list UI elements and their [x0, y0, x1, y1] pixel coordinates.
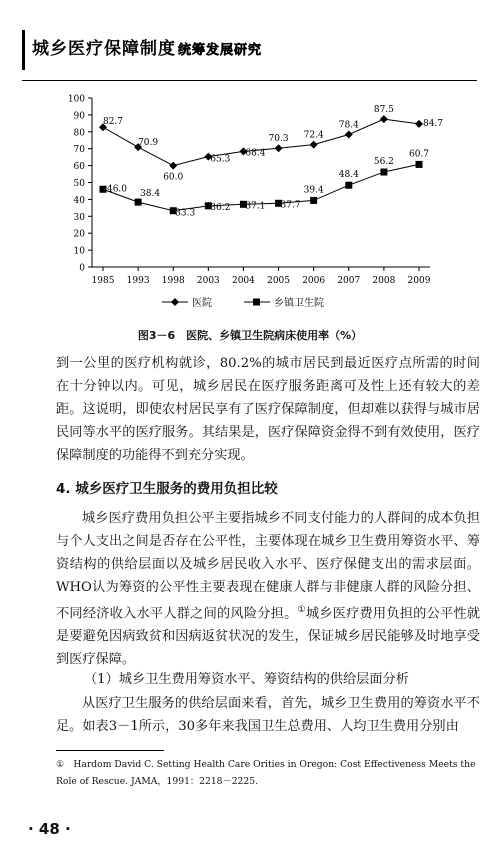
data-label: 68.4	[245, 148, 266, 159]
y-tick-label: 60	[73, 162, 85, 173]
data-label: 65.3	[210, 154, 231, 165]
subsection-title: （1）城乡卫生费用筹资水平、筹资结构的供给层面分析	[84, 672, 409, 687]
paragraph-2	[56, 507, 480, 671]
data-point-township	[135, 199, 142, 206]
data-point-township	[345, 182, 352, 189]
data-point-township	[416, 161, 423, 168]
data-label: 46.0	[106, 184, 128, 195]
footnote-reference[interactable]: ①	[297, 605, 306, 615]
x-tick-label: 2008	[372, 276, 396, 286]
data-point-township	[380, 169, 387, 176]
y-tick-label: 40	[73, 195, 85, 206]
paragraph-1: 到一公里的医疗机构就诊，80.2%的城市居民到最近医疗点所需的时间在十分钟以内。可见，城乡居民在医疗服务距离可及性上还有较大的差距。这说明，即使农村居民享有了医疗保障制度，但却难以获得与城市居民同等水平的医疗服务。其结果是，医疗保障资金得不到有效使用，医疗保障制度的功能得不到充分实现。	[56, 356, 480, 463]
data-label: 39.4	[303, 185, 324, 196]
x-tick-label: 2005	[267, 276, 291, 286]
y-tick-label: 80	[73, 128, 85, 139]
x-tick-label: 1985	[91, 276, 115, 286]
data-point-hospital	[380, 115, 388, 123]
page-number: · 48 ·	[28, 820, 71, 838]
data-point-hospital	[415, 120, 423, 128]
data-label: 36.2	[210, 202, 231, 213]
legend-label: 医院	[192, 298, 212, 309]
data-point-hospital	[169, 162, 177, 170]
data-label: 78.4	[338, 120, 359, 131]
legend-label: 乡镇卫生院	[274, 298, 324, 309]
paragraph-2-part-b: 城乡医疗费用负担的公平性就是要避免因病致贫和因病返贫状况的发生，保证城乡居民能够及时地享受到医疗保障。	[56, 606, 481, 668]
y-tick-label: 50	[73, 179, 85, 189]
data-label: 87.5	[373, 105, 394, 116]
paragraph-2-part-a: 城乡医疗费用负担公平主要指城乡不同支付能力的人群间的成本负担与个人支出之间是否存在公平性，主要体现在城乡卫生费用筹资水平、筹资结构的供给层面以及城乡居民收入水平、医疗保健支出的需求层面。WHO认为筹资的公平性主要表现在健康人群与非健康人群的风险分担、不同经济收入水平人群之间的风险分担。	[56, 511, 480, 622]
section-title: 4. 城乡医疗卫生服务的费用负担比较	[56, 481, 278, 497]
data-label: 70.3	[268, 134, 289, 145]
y-tick-label: 30	[73, 212, 85, 223]
y-tick-label: 20	[73, 229, 85, 240]
line-chart	[0, 82, 500, 322]
data-point-township	[100, 186, 107, 193]
data-label: 72.4	[303, 130, 324, 141]
data-label: 38.4	[140, 189, 161, 200]
y-tick-label: 100	[67, 94, 85, 105]
header-rule	[22, 80, 477, 81]
data-label: 60.7	[408, 149, 430, 160]
x-tick-label: 2009	[407, 276, 431, 286]
header-title-emphasis: 统筹发展研究	[178, 43, 263, 58]
footnote: ① Hardom David C. Setting Health Care Orities in Oregon: Cost Effectiveness Meets the Role of Rescue. JAMA，1991：2218－2225.	[56, 759, 476, 787]
data-label: 33.3	[175, 208, 196, 219]
data-label: 82.7	[102, 117, 124, 128]
chart-svg	[0, 82, 500, 322]
y-tick-label: 90	[73, 111, 85, 122]
data-label: 56.2	[373, 157, 394, 168]
data-label: 37.7	[280, 200, 301, 211]
data-label: 48.4	[338, 170, 359, 181]
paragraph-3: 从医疗卫生服务的供给层面来看，首先，城乡卫生费用的筹资水平不足。如表3－1所示，30多年来我国卫生总费用、人均卫生费用分别由	[56, 696, 480, 734]
header-title-main: 城乡医疗保障制度	[32, 39, 176, 59]
x-tick-label: 2004	[231, 276, 255, 286]
data-point-township	[310, 197, 317, 204]
x-tick-label: 2006	[302, 276, 326, 286]
y-tick-label: 0	[79, 263, 85, 274]
legend-square-marker	[253, 299, 260, 306]
x-tick-label: 2003	[196, 276, 220, 286]
x-tick-label: 1993	[126, 276, 150, 286]
data-label: 70.9	[138, 138, 159, 149]
data-point-hospital	[275, 144, 283, 152]
data-label: 84.7	[422, 118, 444, 129]
x-tick-label: 2007	[337, 276, 361, 286]
footnote-rule	[56, 750, 164, 751]
y-tick-label: 10	[73, 246, 85, 257]
data-label: 60.0	[163, 172, 184, 183]
data-point-hospital	[310, 141, 318, 149]
header-title	[32, 34, 262, 59]
header-bar	[22, 30, 25, 70]
x-tick-label: 1998	[161, 276, 185, 286]
figure-caption: 图3－6 医院、乡镇卫生院病床使用率（%）	[137, 329, 363, 342]
legend-diamond-marker	[171, 298, 179, 306]
y-tick-label: 70	[73, 145, 85, 156]
data-label: 37.1	[245, 201, 266, 212]
data-point-hospital	[345, 131, 353, 139]
